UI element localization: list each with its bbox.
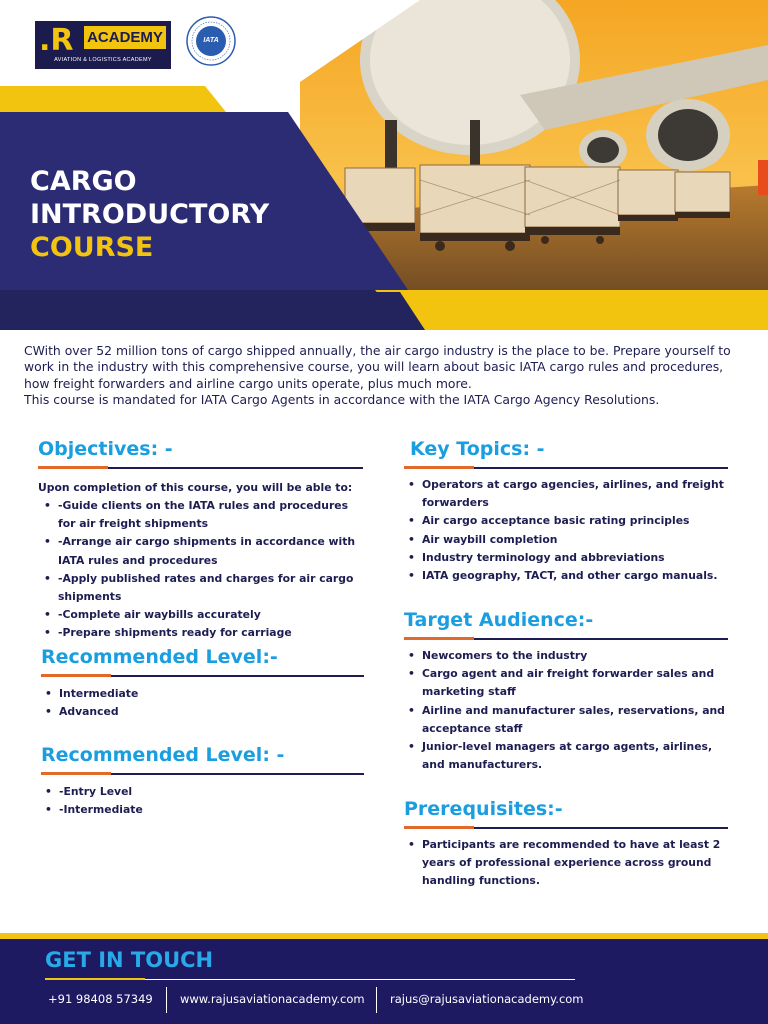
- prerequisites-divider: [404, 827, 728, 829]
- list-item: • Newcomers to the industry: [404, 647, 728, 665]
- recommended-level-section-1: [41, 645, 364, 721]
- academy-logo: [35, 21, 171, 69]
- footer-contact-bar: [0, 939, 768, 1024]
- recommended-level-section-2: [41, 743, 364, 819]
- list-item: • -Arrange air cargo shipments in accordance with IATA rules and procedures: [40, 533, 363, 569]
- list-item: • Air cargo acceptance basic rating principles: [404, 512, 728, 530]
- prerequisites-list: [404, 836, 728, 891]
- list-item: • Industry terminology and abbreviations: [404, 549, 728, 567]
- key-topics-heading: Key Topics: -: [410, 438, 545, 460]
- target-audience-section: [404, 608, 728, 774]
- iata-seal-label: IATA: [203, 37, 219, 44]
- key-topics-divider: [404, 467, 728, 469]
- footer-divider-accent: [45, 978, 145, 980]
- intro-paragraph-2: This course is mandated for IATA Cargo Agents in accordance with the IATA Cargo Agency Resolutions.: [24, 391, 660, 407]
- recommended-level-list-1: [41, 685, 364, 721]
- divider-accent: [38, 466, 108, 469]
- list-item: • Cargo agent and air freight forwarder sales and marketing staff: [404, 665, 728, 701]
- course-title-line-2: INTRODUCTORY: [30, 199, 270, 230]
- course-title-line-1: CARGO: [30, 166, 137, 197]
- phone-number[interactable]: +91 98408 57349: [48, 992, 153, 1006]
- website-link[interactable]: www.rajusaviationacademy.com: [180, 992, 365, 1006]
- objectives-section: [38, 437, 363, 643]
- list-item: • Participants are recommended to have at least 2 years of professional experience across ground handling functions.: [404, 836, 728, 891]
- recommended-level-divider-2: [41, 773, 364, 775]
- recommended-level-heading-2: Recommended Level: -: [41, 744, 285, 766]
- list-item: • Advanced: [41, 703, 364, 721]
- course-title-line-3: COURSE: [30, 232, 154, 263]
- divider-accent: [404, 466, 474, 469]
- contact-separator: [166, 987, 167, 1013]
- divider-accent: [41, 674, 111, 677]
- objectives-lead: Upon completion of this course, you will be able to:: [38, 481, 353, 494]
- list-item: • -Prepare shipments ready for carriage: [40, 624, 363, 642]
- list-item: • IATA geography, TACT, and other cargo manuals.: [404, 567, 728, 585]
- list-item: • -Intermediate: [41, 801, 364, 819]
- divider-accent: [404, 637, 474, 640]
- get-in-touch-heading: GET IN TOUCH: [45, 948, 214, 972]
- list-item: • Junior-level managers at cargo agents, airlines, and manufacturers.: [404, 738, 728, 774]
- recommended-level-list-2: [41, 783, 364, 819]
- list-item: • Intermediate: [41, 685, 364, 703]
- list-item: • Operators at cargo agencies, airlines, and freight forwarders: [404, 476, 728, 512]
- contact-separator: [376, 987, 377, 1013]
- course-title: [30, 165, 269, 264]
- list-item: • -Entry Level: [41, 783, 364, 801]
- recommended-level-heading-1: Recommended Level:-: [41, 646, 278, 668]
- list-item: • -Guide clients on the IATA rules and procedures for air freight shipments: [40, 497, 363, 533]
- target-audience-heading: Target Audience:-: [404, 609, 594, 631]
- list-item: • Air waybill completion: [404, 531, 728, 549]
- academy-logo-badge: ACADEMY: [84, 26, 166, 49]
- list-item: • -Apply published rates and charges for air cargo shipments: [40, 570, 363, 606]
- objectives-divider: [38, 467, 363, 469]
- list-item: • -Complete air waybills accurately: [40, 606, 363, 624]
- target-audience-list: [404, 647, 728, 774]
- header-banner: [0, 0, 768, 330]
- recommended-level-divider-1: [41, 675, 364, 677]
- course-intro: [24, 343, 746, 408]
- academy-logo-mark: .R: [39, 23, 74, 58]
- key-topics-list: [404, 476, 728, 585]
- key-topics-section: [404, 437, 728, 585]
- prerequisites-section: [404, 797, 728, 891]
- objectives-heading: Objectives: -: [38, 438, 173, 460]
- prerequisites-heading: Prerequisites:-: [404, 798, 563, 820]
- target-audience-divider: [404, 638, 728, 640]
- divider-accent: [404, 826, 474, 829]
- list-item: • Airline and manufacturer sales, reservations, and acceptance staff: [404, 702, 728, 738]
- academy-logo-subtitle: AVIATION & LOGISTICS ACADEMY: [54, 57, 152, 63]
- divider-accent: [41, 772, 111, 775]
- intro-paragraph-1: CWith over 52 million tons of cargo shipped annually, the air cargo industry is the place to be. Prepare yourself to work in the industry with this comprehensive course, you will learn about basic IATA cargo rules and procedures, how freight forwarders and airline cargo units operate, plus much more.: [24, 343, 731, 391]
- objectives-list: [40, 497, 363, 643]
- email-link[interactable]: rajus@rajusaviationacademy.com: [390, 992, 584, 1006]
